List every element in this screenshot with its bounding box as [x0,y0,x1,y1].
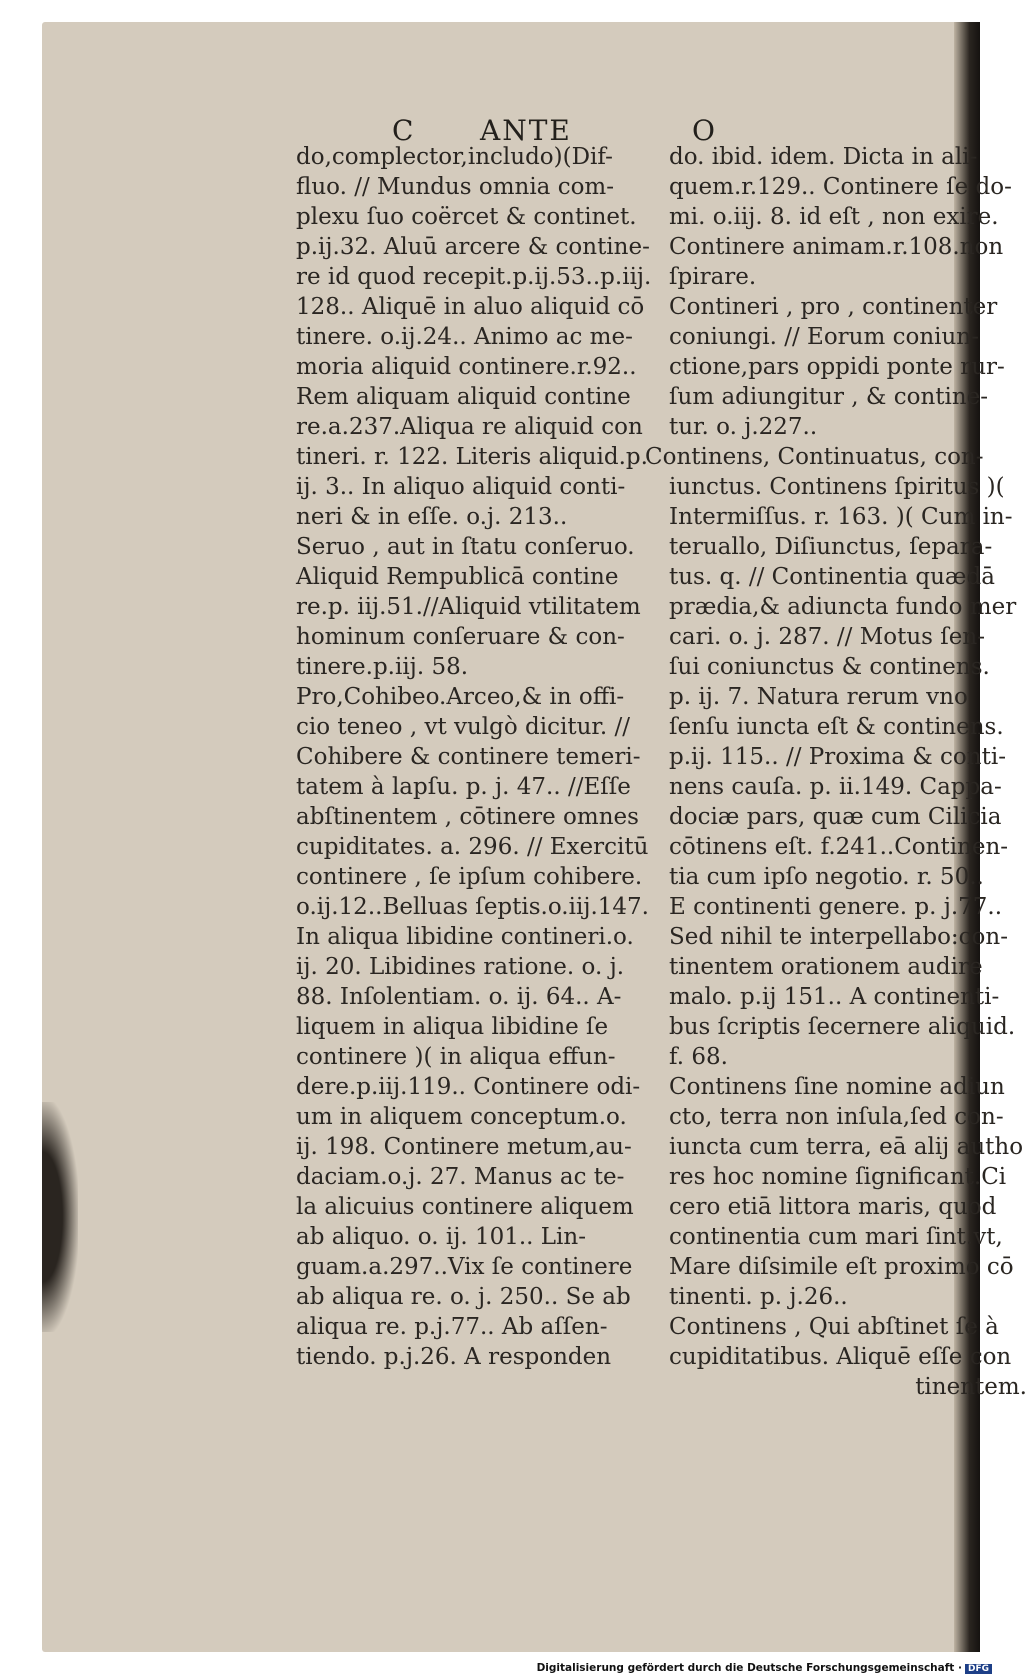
text-line: cio teneo , vt vulgò dicitur. // [296,714,631,740]
text-line: aliqua re. p.j.77.. Ab aſſen- [296,1314,608,1340]
text-line: ſui coniunctus & continens. [669,654,990,680]
text-line: la alicuius continere aliquem [296,1194,634,1220]
right-column [645,142,1027,1402]
text-line: o.ij.12..Belluas ſeptis.o.iij.147. [296,894,649,920]
text-line: ſenſu iuncta eſt & continens. [669,714,1004,740]
text-line: malo. p.ij 151.. A continenti- [669,984,1000,1010]
text-line: ſum adiungitur , & contine- [669,384,989,410]
text-line: continere , ſe ipſum cohibere. [296,864,643,890]
text-line: Aliquid Rempublicā contine [296,564,619,590]
text-line: ab aliqua re. o. j. 250.. Se ab [296,1284,631,1310]
text-line: coniungi. // Eorum coniun- [669,324,979,350]
text-line: guam.a.297..Vix ſe continere [296,1254,633,1280]
running-head-middle: ANTE [480,114,572,147]
running-head-left: C [392,114,416,147]
text-line: prædia,& adiuncta fundo mer [669,594,1017,620]
text-line: bus ſcriptis ſecernere aliquid. [669,1014,1016,1040]
text-line: cōtinens eſt. f.241..Continen- [669,834,1009,860]
text-line: Pro,Cohibeo.Arceo,& in offi- [296,684,625,710]
text-line: daciam.o.j. 27. Manus ac te- [296,1164,625,1190]
text-line: dociæ pars, quæ cum Cilicia [669,804,1002,830]
text-line: quem.r.129.. Continere ſe do- [669,174,1012,200]
text-line: f. 68. [669,1044,728,1070]
text-line: p. ij. 7. Natura rerum vno [669,684,968,710]
book-page [42,22,1027,1652]
text-line: re.p. iij.51.//Aliquid vtilitatem [296,594,641,620]
text-line: neri & in eſſe. o.j. 213.. [296,504,568,530]
text-line: 88. Inſolentiam. o. ij. 64.. A- [296,984,622,1010]
text-line: re id quod recepit.p.ij.53..p.iij. [296,264,652,290]
text-line: plexu ſuo coërcet & continet. [296,204,637,230]
text-line: res hoc nomine ſignificant.Ci [669,1164,1007,1190]
text-line: ab aliquo. o. ij. 101.. Lin- [296,1224,586,1250]
left-column [296,142,652,1372]
credit-text: Digitalisierung gefördert durch die Deutsche Forschungsgemeinschaft · [536,1662,962,1674]
text-line: tinentem orationem audire [669,954,983,980]
text-line: Seruo , aut in ſtatu conſeruo. [296,534,635,560]
text-line: cari. o. j. 287. // Motus ſen- [669,624,985,650]
text-line: nens cauſa. p. ii.149. Cappa- [669,774,1002,800]
text-line: In aliqua libidine contineri.o. [296,924,634,950]
text-line: ij. 20. Libidines ratione. o. j. [296,954,625,980]
text-line: teruallo, Diſiunctus, ſepara- [669,534,993,560]
text-line: 128.. Aliquē in aluo aliquid cō [296,294,645,320]
text-line: abſtinentem , cōtinere omnes [296,804,639,830]
text-line: ſpirare. [669,264,757,290]
digitization-credit [537,1662,992,1674]
ink-stain [42,1102,78,1332]
text-line: um in aliquem conceptum.o. [296,1104,627,1130]
text-line: moria aliquid continere.r.92.. [296,354,637,380]
text-line: Intermiſſus. r. 163. )( Cum in- [669,504,1013,530]
text-line: cero etiā littora maris, quod [669,1194,997,1220]
text-line: hominum conſeruare & con- [296,624,625,650]
text-line: Rem aliquam aliquid contine [296,384,631,410]
text-line: Continens , Qui abſtinet ſe à [669,1314,999,1340]
text-line: tus. q. // Continentia quædā [669,564,995,590]
text-line: tinere.p.iij. 58. [296,654,469,680]
text-line: Contineri , pro , continenter [669,294,998,320]
running-head-right: O [692,114,717,147]
text-line: Continens ſine nomine adiun [669,1074,1005,1100]
text-line: tatem à lapſu. p. j. 47.. //Eſſe [296,774,631,800]
text-line: Cohibere & continere temeri- [296,744,641,770]
text-line: Continens, Continuatus, con- [645,444,984,470]
text-line: tia cum ipſo negotio. r. 50.. [669,864,984,890]
text-line: iuncta cum terra, eā alij autho [669,1134,1024,1160]
text-line: ij. 3.. In aliquo aliquid conti- [296,474,626,500]
text-line: tineri. r. 122. Literis aliquid.p. [296,444,648,470]
text-line: cto, terra non inſula,ſed con- [669,1104,1004,1130]
text-line: re.a.237.Aliqua re aliquid con [296,414,643,440]
text-line: dere.p.iij.119.. Continere odi- [296,1074,641,1100]
text-line: Mare diſsimile eſt proximo cō [669,1254,1014,1280]
text-line: tinere. o.ij.24.. Animo ac me- [296,324,633,350]
text-line: fluo. // Mundus omnia com- [296,174,615,200]
text-line: E continenti genere. p. j.77.. [669,894,1003,920]
text-line: Continere animam.r.108.non [669,234,1004,260]
text-line: p.ij. 115.. // Proxima & conti- [669,744,1006,770]
text-line: tinentem. [915,1374,1027,1400]
text-line: tur. o. j.227.. [669,414,818,440]
text-line: Sed nihil te interpellabo:con- [669,924,1008,950]
text-line: do,complector,includo)(Dif- [296,144,613,170]
text-line: do. ibid. idem. Dicta in ali- [669,144,978,170]
text-line: mi. o.iij. 8. id eſt , non exire. [669,204,999,230]
text-line: continere )( in aliqua effun- [296,1044,616,1070]
text-line: ij. 198. Continere metum,au- [296,1134,632,1160]
text-line: cupiditates. a. 296. // Exercitū [296,834,649,860]
text-line: continentia cum mari ſint.vt, [669,1224,1003,1250]
text-line: p.ij.32. Aluū arcere & contine- [296,234,650,260]
dfg-logo: DFG [965,1664,992,1674]
text-line: iunctus. Continens ſpiritus )( [669,474,1005,500]
text-line: tiendo. p.j.26. A responden [296,1344,612,1370]
text-line: liquem in aliqua libidine ſe [296,1014,609,1040]
text-line: ctione,pars oppidi ponte rur- [669,354,1005,380]
text-line: tinenti. p. j.26.. [669,1284,848,1310]
text-line: cupiditatibus. Aliquē eſſe con [669,1344,1012,1370]
